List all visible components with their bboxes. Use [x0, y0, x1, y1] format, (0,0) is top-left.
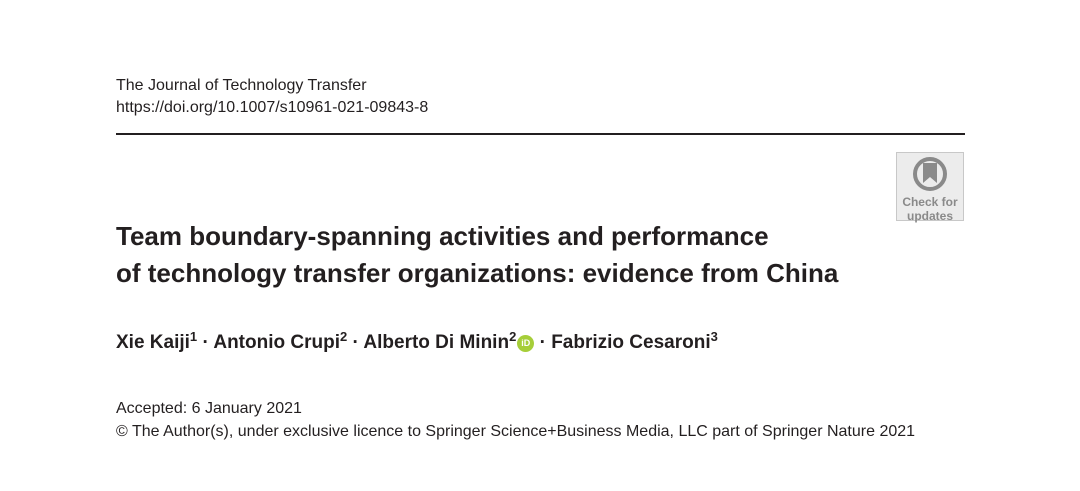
copyright-notice: © The Author(s), under exclusive licence to Springer Science+Business Media, LLC part of Springer Nature 2021 [116, 423, 916, 440]
author-separator: · [202, 332, 209, 353]
journal-name: The Journal of Technology Transfer [116, 77, 367, 94]
check-for-updates-line1: Check for [902, 195, 958, 209]
author-separator: · [539, 332, 546, 353]
accepted-date: Accepted: 6 January 2021 [116, 400, 302, 417]
paper-title-line-1: Team boundary-spanning activities and performance [116, 221, 769, 251]
paper-title [116, 218, 838, 292]
affiliation-marker: 3 [710, 329, 718, 344]
check-for-updates-icon [910, 157, 950, 195]
author-name[interactable]: Antonio Crupi [213, 332, 340, 353]
orcid-icon[interactable]: iD [517, 335, 534, 352]
paper-title-line-2: of technology transfer organizations: evidence from China [116, 258, 839, 288]
journal-info [116, 75, 428, 119]
author-list [116, 328, 718, 358]
doi-link[interactable]: https://doi.org/10.1007/s10961-021-09843-8 [116, 99, 429, 116]
affiliation-marker: 2 [339, 329, 348, 344]
article-meta [116, 397, 915, 443]
check-for-updates-line2: updates [906, 209, 953, 223]
affiliation-marker: 1 [189, 329, 198, 344]
header-divider [116, 133, 965, 135]
author-name[interactable]: Xie Kaiji [116, 332, 190, 353]
check-for-updates-badge[interactable] [896, 152, 964, 221]
author-separator: · [352, 332, 359, 353]
author-name[interactable]: Fabrizio Cesaroni [551, 332, 711, 353]
affiliation-marker: 2 [509, 329, 517, 344]
author-name[interactable]: Alberto Di Minin [363, 332, 510, 353]
